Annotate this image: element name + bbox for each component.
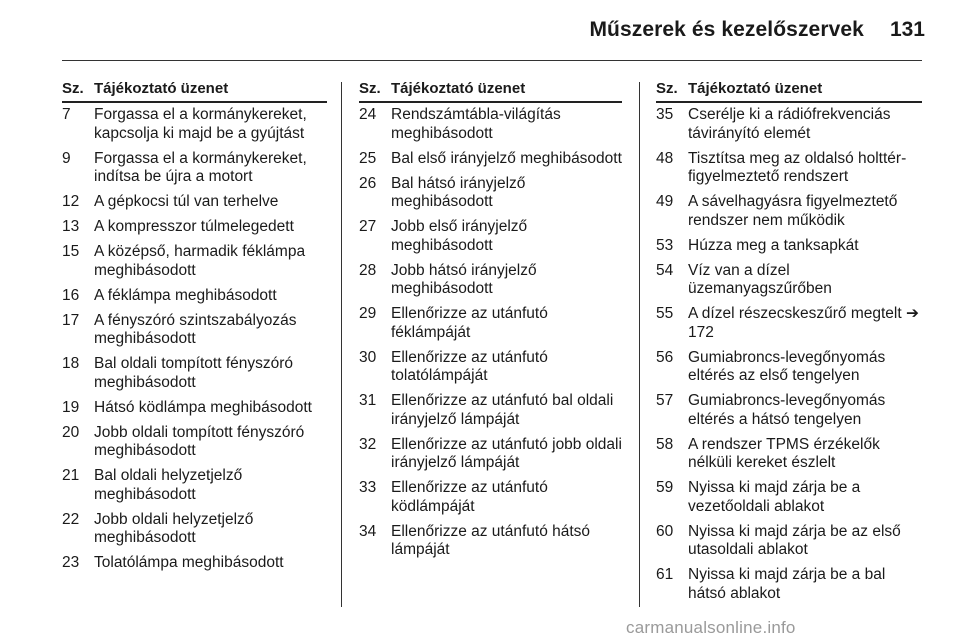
table-row bbox=[359, 433, 622, 477]
message-text: Rendszámtábla-világítás meghibásodott bbox=[391, 106, 561, 142]
message-number: 60 bbox=[656, 522, 674, 540]
table-row bbox=[62, 421, 327, 465]
table-row bbox=[359, 520, 622, 564]
table-row bbox=[62, 102, 327, 147]
table-row bbox=[359, 259, 622, 303]
message-text: Nyissa ki majd zárja be a vezetőoldali ablakot bbox=[688, 479, 861, 515]
message-text: Ellenőrizze az utánfutó jobb oldali irányjelző lámpáját bbox=[391, 435, 622, 471]
message-number: 13 bbox=[62, 218, 80, 235]
message-text: Ellenőrizze az utánfutó féklámpáját bbox=[391, 305, 548, 341]
table-row bbox=[656, 190, 922, 234]
page-title: Műszerek és kezelőszervek bbox=[589, 18, 864, 41]
message-number: 12 bbox=[62, 193, 80, 210]
message-number: 27 bbox=[359, 218, 377, 235]
message-number: 23 bbox=[62, 554, 80, 571]
message-number: 57 bbox=[656, 392, 674, 409]
table-row bbox=[656, 102, 922, 147]
column-header-number: Sz. bbox=[62, 80, 94, 102]
column-header-number: Sz. bbox=[656, 80, 688, 102]
table-row bbox=[359, 302, 622, 346]
message-number: 59 bbox=[656, 479, 674, 496]
message-table bbox=[656, 80, 922, 607]
message-text: Ellenőrizze az utánfutó tolatólámpáját bbox=[391, 348, 548, 384]
message-text: Bal oldali tompított fényszóró meghibásodott bbox=[94, 355, 294, 391]
table-row bbox=[62, 464, 327, 508]
table-row bbox=[62, 309, 327, 353]
message-text: A középső, harmadik féklámpa meghibásodott bbox=[94, 243, 306, 279]
column-header-message: Tájékoztató üzenet bbox=[688, 80, 922, 102]
table-body bbox=[656, 102, 922, 607]
message-number: 61 bbox=[656, 566, 674, 583]
table-row bbox=[62, 215, 327, 240]
table-row bbox=[62, 147, 327, 191]
message-text: Jobb oldali helyzetjelző meghibásodott bbox=[94, 510, 254, 546]
message-number: 17 bbox=[62, 311, 80, 329]
column-divider bbox=[341, 82, 342, 607]
table-row bbox=[359, 346, 622, 390]
table-header-row bbox=[359, 80, 622, 102]
message-text: Bal hátsó irányjelző meghibásodott bbox=[391, 174, 526, 210]
message-text: Ellenőrizze az utánfutó hátsó lámpáját bbox=[391, 522, 591, 558]
table-row bbox=[359, 215, 622, 259]
message-text: A rendszer TPMS érzékelők nélküli kereket észlelt bbox=[688, 435, 880, 471]
message-number: 49 bbox=[656, 193, 674, 210]
column-header-number: Sz. bbox=[359, 80, 391, 102]
table-row bbox=[656, 302, 922, 346]
table-row bbox=[62, 551, 327, 576]
message-number: 15 bbox=[62, 243, 80, 260]
message-text: A fényszóró szintszabályozás meghibásodott bbox=[94, 311, 297, 347]
message-text: Cserélje ki a rádiófrekvenciás távirányító elemét bbox=[688, 106, 891, 142]
message-text: Jobb első irányjelző meghibásodott bbox=[391, 218, 528, 254]
message-number: 28 bbox=[359, 261, 377, 279]
table-row bbox=[656, 346, 922, 390]
message-text: Ellenőrizze az utánfutó bal oldali irányjelző lámpáját bbox=[391, 392, 614, 428]
message-text: Tolatólámpa meghibásodott bbox=[94, 554, 284, 571]
table-row bbox=[62, 396, 327, 421]
table-row bbox=[656, 433, 922, 477]
message-number: 32 bbox=[359, 435, 377, 453]
message-number: 56 bbox=[656, 348, 674, 366]
message-number: 18 bbox=[62, 355, 80, 372]
page-number: 131 bbox=[889, 18, 925, 41]
message-text: Húzza meg a tanksapkát bbox=[688, 236, 859, 254]
message-number: 58 bbox=[656, 435, 674, 453]
table-row bbox=[62, 508, 327, 552]
column-divider bbox=[639, 82, 640, 607]
message-number: 26 bbox=[359, 174, 377, 192]
message-number: 55 bbox=[656, 305, 674, 322]
message-number: 22 bbox=[62, 510, 80, 528]
table-row bbox=[656, 520, 922, 564]
table-row bbox=[656, 389, 922, 433]
message-text: A dízel részecskeszűrő megtelt ➔ 172 bbox=[688, 305, 919, 341]
message-text: Víz van a dízel üzemanyagszűrőben bbox=[688, 261, 832, 297]
message-number: 25 bbox=[359, 149, 377, 167]
message-table bbox=[62, 80, 327, 576]
message-number: 31 bbox=[359, 392, 377, 409]
table-row bbox=[62, 190, 327, 215]
message-number: 53 bbox=[656, 236, 674, 254]
header-divider bbox=[62, 60, 922, 61]
table-row bbox=[62, 240, 327, 284]
message-number: 21 bbox=[62, 467, 80, 484]
message-number: 48 bbox=[656, 149, 674, 167]
message-number: 9 bbox=[62, 149, 71, 167]
message-table-column-3 bbox=[656, 80, 922, 607]
table-row bbox=[359, 147, 622, 172]
table-header-row bbox=[656, 80, 922, 102]
table-body bbox=[62, 102, 327, 576]
message-text: Bal első irányjelző meghibásodott bbox=[391, 149, 622, 167]
message-text: A gépkocsi túl van terhelve bbox=[94, 193, 279, 210]
message-number: 29 bbox=[359, 305, 377, 322]
table-row bbox=[656, 476, 922, 520]
message-text: Jobb hátsó irányjelző meghibásodott bbox=[391, 261, 537, 297]
message-text: Nyissa ki majd zárja be a bal hátsó ablakot bbox=[688, 566, 886, 602]
message-text: Tisztítsa meg az oldalsó holttér-figyelmeztető rendszert bbox=[688, 149, 907, 185]
message-number: 35 bbox=[656, 106, 674, 123]
watermark: carmanualsonline.info bbox=[626, 618, 796, 637]
message-table bbox=[359, 80, 622, 563]
page-header bbox=[0, 14, 925, 46]
message-number: 20 bbox=[62, 423, 80, 441]
table-row bbox=[359, 102, 622, 147]
message-text: Forgassa el a kormánykereket, indítsa be újra a motort bbox=[94, 149, 307, 185]
message-number: 24 bbox=[359, 106, 377, 123]
message-text: Nyissa ki majd zárja be az első utasoldali ablakot bbox=[688, 522, 901, 558]
table-header-row bbox=[62, 80, 327, 102]
table-row bbox=[656, 147, 922, 191]
message-number: 34 bbox=[359, 522, 377, 540]
message-text: Bal oldali helyzetjelző meghibásodott bbox=[94, 467, 243, 503]
table-row bbox=[656, 234, 922, 259]
message-number: 30 bbox=[359, 348, 377, 366]
message-text: Gumiabroncs-levegőnyomás eltérés a hátsó tengelyen bbox=[688, 392, 886, 428]
message-text: A sávelhagyásra figyelmeztető rendszer nem működik bbox=[688, 193, 898, 229]
message-number: 33 bbox=[359, 479, 377, 496]
message-table-column-1 bbox=[62, 80, 327, 576]
table-row bbox=[359, 389, 622, 433]
message-text: A kompresszor túlmelegedett bbox=[94, 218, 294, 235]
column-header-message: Tájékoztató üzenet bbox=[94, 80, 327, 102]
column-header-message: Tájékoztató üzenet bbox=[391, 80, 622, 102]
table-row bbox=[656, 563, 922, 607]
message-number: 54 bbox=[656, 261, 674, 279]
table-row bbox=[62, 284, 327, 309]
message-text: Ellenőrizze az utánfutó ködlámpáját bbox=[391, 479, 548, 515]
message-table-column-2 bbox=[359, 80, 622, 563]
table-body bbox=[359, 102, 622, 563]
message-number: 16 bbox=[62, 286, 80, 304]
message-number: 19 bbox=[62, 398, 80, 416]
message-number: 7 bbox=[62, 106, 71, 123]
message-text: A féklámpa meghibásodott bbox=[94, 286, 277, 304]
message-text: Forgassa el a kormánykereket, kapcsolja ki majd be a gyújtást bbox=[94, 106, 307, 142]
table-row bbox=[656, 259, 922, 303]
message-text: Jobb oldali tompított fényszóró meghibásodott bbox=[94, 423, 305, 459]
table-row bbox=[359, 476, 622, 520]
message-text: Hátsó ködlámpa meghibásodott bbox=[94, 398, 312, 416]
message-text: Gumiabroncs-levegőnyomás eltérés az első tengelyen bbox=[688, 348, 886, 384]
table-row bbox=[62, 352, 327, 396]
table-row bbox=[359, 172, 622, 216]
